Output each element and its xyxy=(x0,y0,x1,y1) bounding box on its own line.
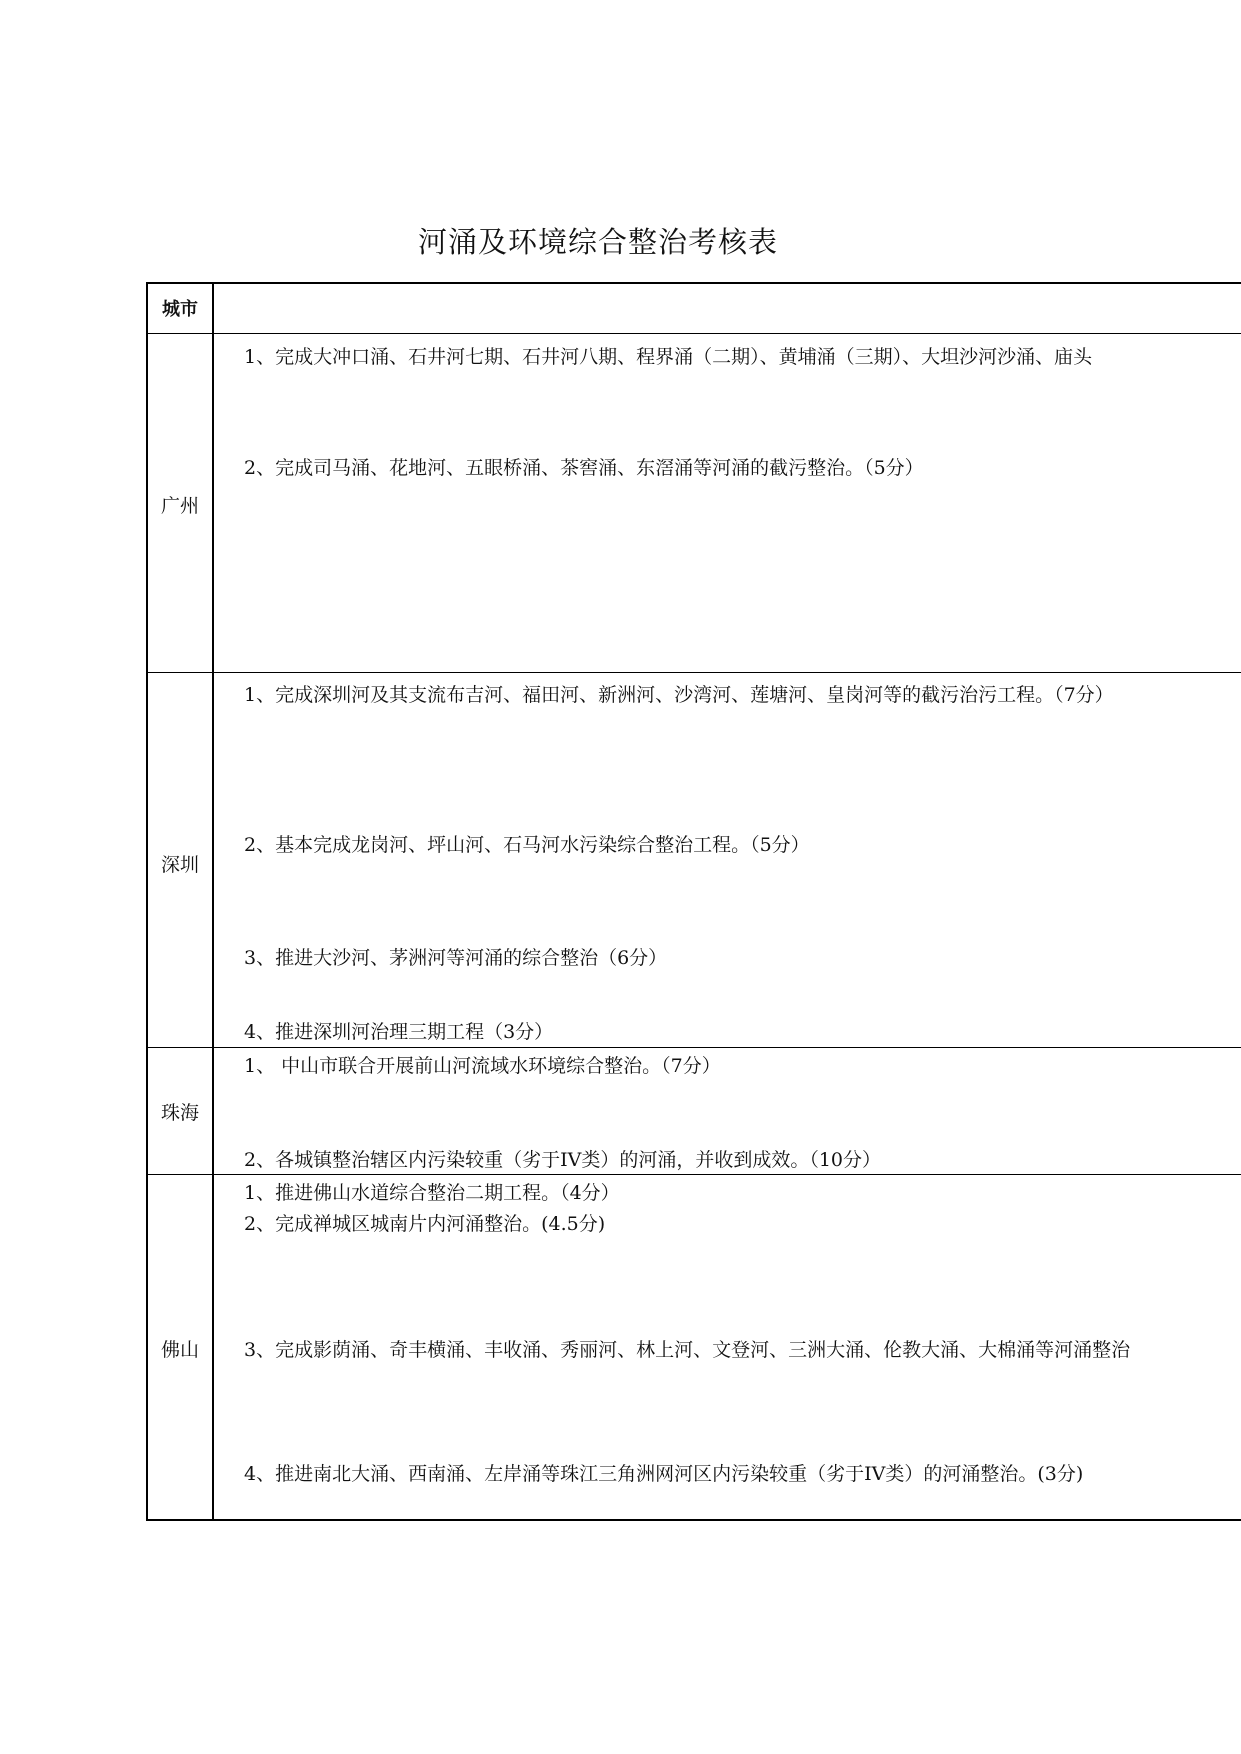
task-item: 4、推进深圳河治理三期工程（3分） xyxy=(244,1021,554,1043)
header-city-label: 城市 xyxy=(162,299,198,320)
task-item: 3、推进大沙河、茅洲河等河涌的综合整治（6分） xyxy=(244,947,668,969)
task-item: 1、 中山市联合开展前山河流域水环境综合整治。（7分） xyxy=(244,1055,721,1077)
city-cell-foshan: 佛山 xyxy=(160,1339,199,1361)
city-cell-zhuhai: 珠海 xyxy=(160,1102,199,1124)
task-item: 2、完成禅城区城南片内河涌整治。(4.5分) xyxy=(244,1213,606,1235)
row-divider-shenzhen xyxy=(146,1047,1241,1048)
task-item: 3、完成影荫涌、奇丰横涌、丰收涌、秀丽河、林上河、文登河、三洲大涌、伦教大涌、大棉涌等河涌整治 xyxy=(244,1339,1131,1361)
row-divider-zhuhai xyxy=(146,1174,1241,1175)
task-item: 1、完成大冲口涌、石井河七期、石井河八期、程界涌（二期）、黄埔涌（三期）、大坦沙河沙涌、庙头 xyxy=(244,346,1093,368)
task-item: 4、推进南北大涌、西南涌、左岸涌等珠江三角洲网河区内污染较重（劣于IV类）的河涌整治。(3分) xyxy=(244,1463,1084,1485)
task-item: 1、完成深圳河及其支流布吉河、福田河、新洲河、沙湾河、莲塘河、皇岗河等的截污治污工程。（7分） xyxy=(244,684,1114,706)
task-item: 1、推进佛山水道综合整治二期工程。（4分） xyxy=(244,1182,620,1204)
city-cell-guangzhou: 广州 xyxy=(160,495,199,517)
document-title: 河涌及环境综合整治考核表 xyxy=(418,225,779,259)
task-item: 2、基本完成龙岗河、坪山河、石马河水污染综合整治工程。（5分） xyxy=(244,834,810,856)
task-item: 2、各城镇整治辖区内污染较重（劣于IV类）的河涌，并收到成效。（10分） xyxy=(244,1149,881,1171)
task-item: 2、完成司马涌、花地河、五眼桥涌、茶窖涌、东滘涌等河涌的截污整治。（5分） xyxy=(244,457,924,479)
row-divider-guangzhou xyxy=(146,672,1241,673)
header-row-divider xyxy=(146,333,1241,334)
city-cell-shenzhen: 深圳 xyxy=(160,854,199,876)
column-divider xyxy=(212,282,214,1521)
